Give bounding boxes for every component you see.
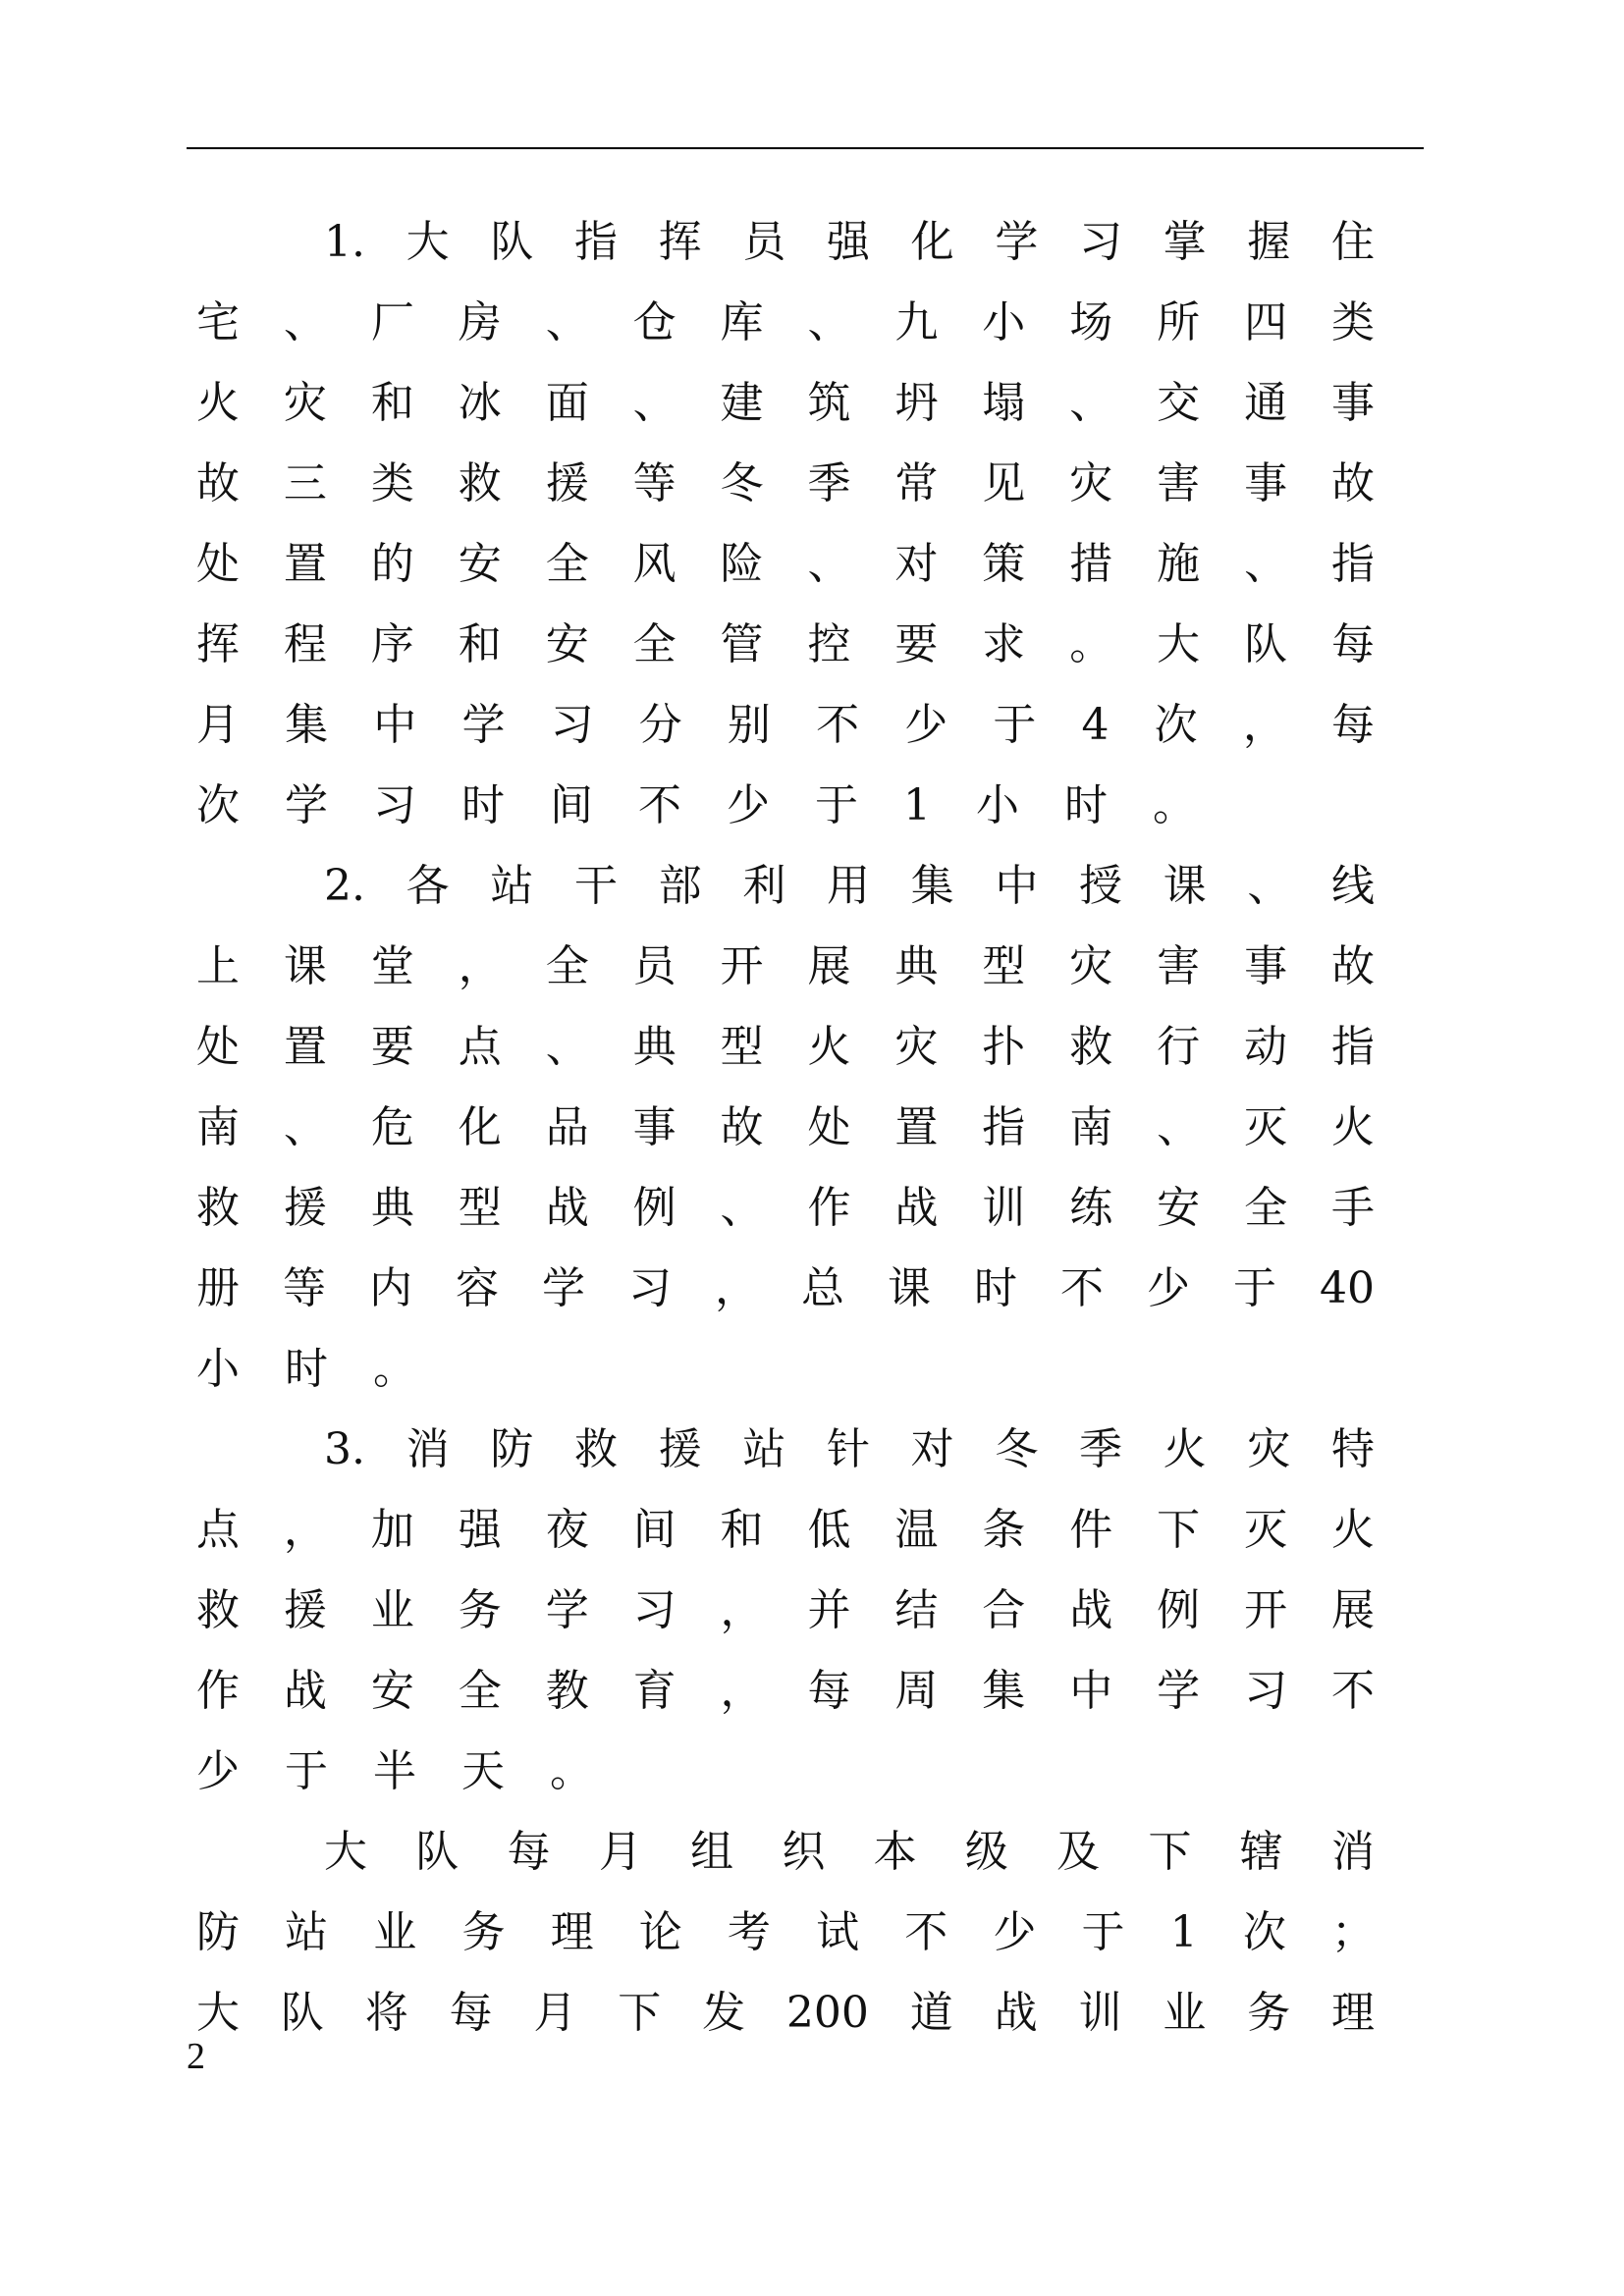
- page-number: 2: [187, 2036, 205, 2077]
- text-line: 1.大队指挥员强化学习掌握住: [324, 217, 1375, 267]
- text-line: 防站业务理论考试不少于1次；: [196, 1907, 1375, 1957]
- text-line: 大队将每月下发200道战训业务理: [196, 1988, 1375, 2038]
- text-line: 救援业务学习，并结合战例开展: [196, 1585, 1375, 1635]
- text-line: 大队每月组织本级及下辖消: [324, 1827, 1375, 1877]
- text-line: 火灾和冰面、建筑坍塌、交通事: [196, 378, 1375, 428]
- text-line: 作战安全教育，每周集中学习不: [196, 1666, 1375, 1716]
- text-line: 救援典型战例、作战训练安全手: [196, 1183, 1375, 1233]
- text-line: 故三类救援等冬季常见灾害事故: [196, 458, 1375, 508]
- text-line: 次学习时间不少于1小时。: [196, 780, 1241, 830]
- text-line: 小时。: [196, 1344, 461, 1394]
- text-line: 少于半天。: [196, 1746, 638, 1796]
- text-line: 2.各站干部利用集中授课、线: [324, 861, 1375, 911]
- text-line: 点，加强夜间和低温条件下灭火: [196, 1505, 1375, 1555]
- header-rule: [187, 147, 1424, 149]
- text-line: 挥程序和安全管控要求。大队每: [196, 619, 1375, 669]
- text-line: 3.消防救援站针对冬季火灾特: [324, 1424, 1375, 1474]
- text-line: 上课堂，全员开展典型灾害事故: [196, 941, 1375, 991]
- text-line: 南、危化品事故处置指南、灭火: [196, 1102, 1375, 1152]
- text-line: 月集中学习分别不少于4次，每: [196, 700, 1375, 750]
- text-line: 宅、厂房、仓库、九小场所四类: [196, 297, 1375, 347]
- text-line: 处置的安全风险、对策措施、指: [196, 539, 1375, 589]
- text-line: 册等内容学习，总课时不少于40: [196, 1263, 1375, 1313]
- text-line: 处置要点、典型火灾扑救行动指: [196, 1022, 1375, 1072]
